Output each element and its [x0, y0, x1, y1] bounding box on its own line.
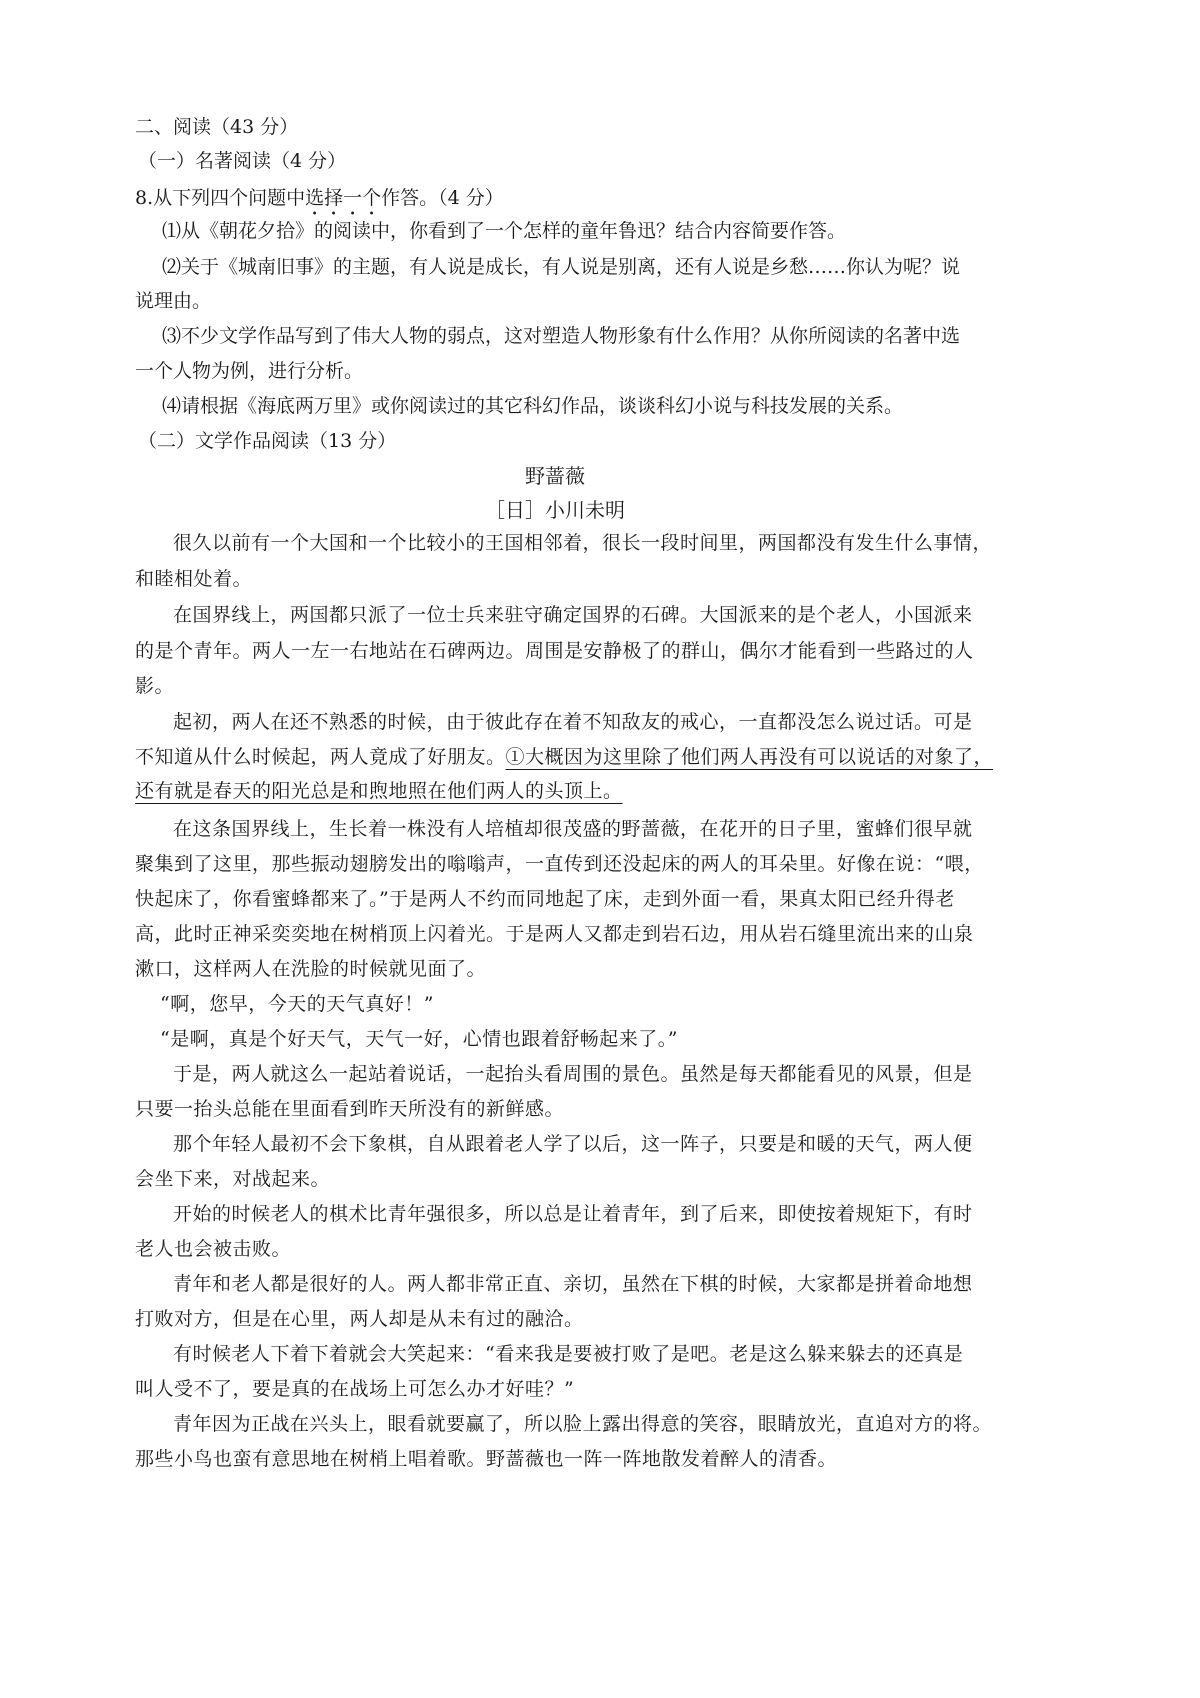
story-line: 和睦相处着。 — [135, 568, 253, 590]
story-line: 有时候老人下着下着就会大笑起来：“看来我是要被打败了是吧。老是这么躲来躲去的还真是 — [173, 1343, 964, 1365]
story-line: 青年因为正战在兴头上，眼看就要赢了，所以脸上露出得意的笑容，眼睛放光，直追对方的将。 — [173, 1413, 993, 1435]
story-line: 那些小鸟也蛮有意思地在树梢上唱着歌。野蔷薇也一阵一阵地散发着醉人的清香。 — [135, 1448, 838, 1470]
section-heading: 二、阅读（43 分） — [135, 116, 299, 138]
question-8-suffix: 作答。（4 分） — [381, 187, 504, 209]
story-line: 老人也会被击败。 — [135, 1238, 292, 1260]
story-line: 会坐下来，对战起来。 — [135, 1168, 331, 1190]
story-line: 影。 — [135, 675, 175, 697]
story-line: 在这条国界线上，生长着一株没有人培植却很茂盛的野蔷薇，在花开的日子里，蜜蜂们很早就 — [173, 818, 973, 840]
story-line: 开始的时候老人的棋术比青年强很多，所以总是让着青年，到了后来，即使按着规矩下，有时 — [173, 1203, 973, 1225]
story-line: 于是，两人就这么一起站着说话，一起抬头看周围的景色。虽然是每天都能看见的风景，但是 — [173, 1063, 973, 1085]
story-line: 青年和老人都是很好的人。两人都非常正直、亲切，虽然在下棋的时候，大家都是拼着命地想 — [173, 1273, 973, 1295]
subsection-heading-literature: （二）文学作品阅读（13 分） — [138, 430, 397, 452]
question-option-3: ⑶不少文学作品写到了伟大人物的弱点，这对塑造人物形象有什么作用？从你所阅读的名著中选 — [162, 325, 961, 347]
story-text: 不知道从什么时候起，两人竟成了好朋友。 — [135, 746, 506, 768]
question-8 — [135, 187, 504, 220]
story-title: 野蔷薇 — [525, 464, 585, 488]
underlined-sentence-1: ①大概因为这里除了他们两人再没有可以说话的对象了， — [505, 746, 994, 768]
story-line: 高，此时正神采奕奕地在树梢顶上闪着光。于是两人又都走到岩石边，用从岩石缝里流出来的山泉 — [135, 923, 974, 945]
story-dialogue: “是啊，真是个好天气，天气一好，心情也跟着舒畅起来了。” — [160, 1028, 678, 1050]
story-line: 在国界线上，两国都只派了一位士兵来驻守确定国界的石碑。大国派来的是个老人，小国派来 — [173, 604, 973, 626]
story-line: 那个年轻人最初不会下象棋，自从跟着老人学了以后，这一阵子，只要是和暖的天气，两人便 — [173, 1133, 973, 1155]
story-line: 很久以前有一个大国和一个比较小的王国相邻着，很长一段时间里，两国都没有发生什么事情， — [173, 532, 993, 554]
underlined-sentence-1-cont: 还有就是春天的阳光总是和煦地照在他们两人的头顶上。 — [135, 780, 623, 802]
story-line: 漱口，这样两人在洗脸的时候就见面了。 — [135, 958, 487, 980]
question-option-2: ⑵关于《城南旧事》的主题，有人说是成长，有人说是别离，还有人说是乡愁……你认为呢？说 — [162, 256, 961, 278]
question-8-prefix: 8.从下列四个问题中 — [135, 187, 306, 209]
question-option-4: ⑷请根据《海底两万里》或你阅读过的其它科幻作品，谈谈科幻小说与科技发展的关系。 — [162, 395, 904, 417]
subsection-heading-classics: （一）名著阅读（4 分） — [138, 150, 347, 172]
question-option-3-cont: 一个人物为例，进行分析。 — [135, 360, 364, 382]
story-line: 叫人受不了，要是真的在战场上可怎么办才好哇？” — [135, 1378, 575, 1400]
story-line: 快起床了，你看蜜蜂都来了。”于是两人不约而同地起了床，走到外面一看，果真太阳已经升得老 — [135, 888, 955, 910]
story-line: 打败对方，但是在心里，两人却是从未有过的融洽。 — [135, 1308, 584, 1330]
story-line: 只要一抬头总能在里面看到昨天所没有的新鲜感。 — [135, 1098, 565, 1120]
story-dialogue: “啊，您早，今天的天气真好！” — [160, 993, 434, 1015]
question-option-1: ⑴从《朝花夕拾》的阅读中，你看到了一个怎样的童年鲁迅？结合内容简要作答。 — [162, 220, 847, 242]
story-line: 的是个青年。两人一左一右地站在石碑两边。周围是安静极了的群山，偶尔才能看到一些路过的人 — [135, 640, 974, 662]
story-line-mixed — [135, 748, 993, 767]
question-option-2-cont: 说理由。 — [135, 290, 212, 312]
story-author: ［日］小川未明 — [485, 498, 625, 522]
story-line: 聚集到了这里，那些振动翅膀发出的嗡嗡声，一直传到还没起床的两人的耳朵里。好像在说：“喂， — [135, 853, 984, 875]
story-line: 起初，两人在还不熟悉的时候，由于彼此存在着不知敌友的戒心，一直都没怎么说过话。可是 — [173, 711, 973, 733]
question-8-emphasis: 选择一个 — [305, 187, 382, 209]
